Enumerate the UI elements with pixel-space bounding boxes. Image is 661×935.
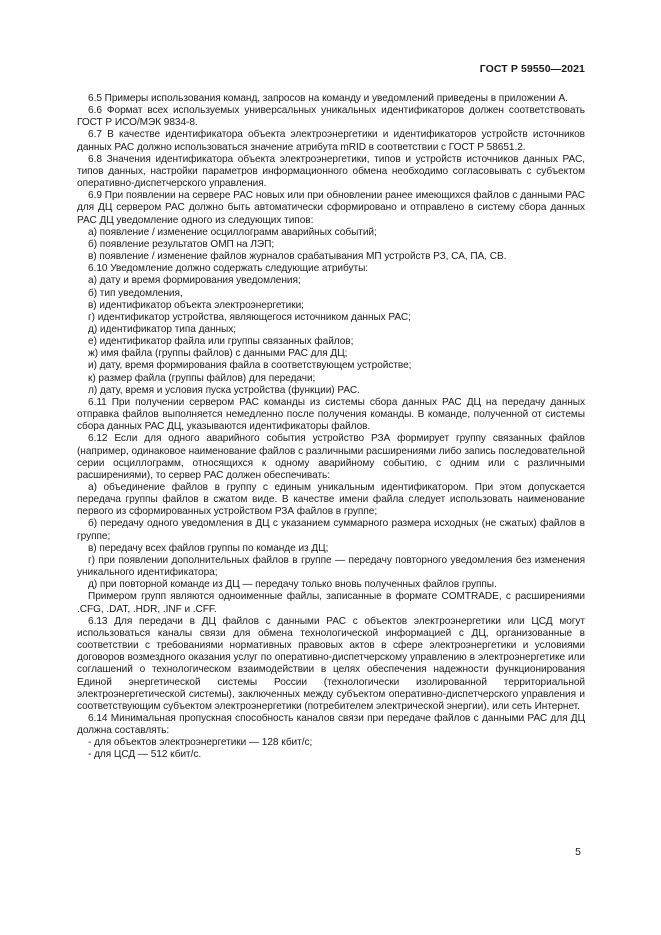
paragraph: - для ЦСД — 512 кбит/с. — [88, 749, 202, 761]
paragraph: в) появление / изменение файлов журналов срабатывания МП устройств РЗ, СА, ПА, СВ. — [88, 251, 507, 263]
paragraph: 6.13 Для передачи в ДЦ файлов с данными РАС с объектов электроэнергетики или ЦСД могут использоваться каналы связи для обмена технологической информацией с ДЦ, организованные в соответствии с требованиями нормативных правовых актов в сфере электроэнергетики и условиями договоров возмездного оказания услуг по оперативно-диспетчерскому управлению в электроэнергетике или соглашений о технологическом взаимодействии в целях обеспечения надежности функционирования Единой энергетической системы России (технологически изолированной территориальной электроэнергетической системы), заключенных между субъектом оперативно-диспетчерского управления и соответствующим субъектом электроэнергетики (потребителем электрической энергии), или сеть Интернет. — [77, 615, 585, 712]
paragraph: Примером групп являются одноименные файлы, записанные в формате COMTRADE, с расширениями .CFG, .DAT, .HDR, .INF и .CFF. — [77, 591, 585, 615]
paragraph: л) дату, время и условия пуска устройства (функции) РАС. — [88, 384, 360, 396]
paragraph: в) передачу всех файлов группы по команде из ДЦ; — [88, 542, 329, 554]
paragraph: ж) имя файла (группы файлов) с данными РАС для ДЦ; — [88, 348, 348, 360]
paragraph: 6.14 Минимальная пропускная способность каналов связи при передаче файлов с данными РАС для ДЦ должна составлять: — [77, 712, 585, 737]
paragraph: е) идентификатор файла или группы связанных файлов; — [88, 336, 354, 348]
paragraph: 6.6 Формат всех используемых универсальных уникальных идентификаторов должен соответствовать ГОСТ Р ИСО/МЭК 9834-8. — [77, 105, 585, 129]
paragraph: в) идентификатор объекта электроэнергетики; — [88, 299, 304, 311]
paragraph: б) передачу одного уведомления в ДЦ с указанием суммарного размера исходных (не сжатых) файлов в группе; — [77, 518, 585, 542]
paragraph: д) идентификатор типа данных; — [88, 323, 236, 335]
paragraph: д) при повторной команде из ДЦ — передачу только вновь полученных файлов группы. — [88, 579, 497, 591]
paragraph: 6.5 Примеры использования команд, запросов на команду и уведомлений приведены в приложении А. — [88, 93, 568, 104]
paragraph: г) при появлении дополнительных файлов в группе — передачу повторного уведомления без изменения уникального идентификатора; — [77, 554, 585, 579]
document-body — [77, 93, 585, 762]
paragraph: 6.11 При получении сервером РАС команды из системы сбора данных РАС ДЦ на передачу данных отправка файлов выполняется немедленно после получения команды. В команде, полученной от системы сбора данных РАС ДЦ, указываются идентификаторы файлов. — [77, 396, 585, 433]
page-number: 5 — [575, 846, 581, 858]
paragraph: б) появление результатов ОМП на ЛЭП; — [88, 238, 275, 250]
paragraph: б) тип уведомления, — [88, 287, 183, 299]
paragraph: 6.7 В качестве идентификатора объекта электроэнергетики и идентификаторов устройств источников данных РАС должно использоваться значение атрибута mRID в соответствии с ГОСТ Р 58651.2. — [77, 129, 585, 153]
paragraph: а) дату и время формирования уведомления; — [88, 275, 301, 287]
paragraph: к) размер файла (группы файлов) для передачи; — [88, 372, 316, 384]
paragraph: а) появление / изменение осциллограмм аварийных событий; — [88, 226, 377, 238]
paragraph: а) объединение файлов в группу с единым уникальным идентификатором. При этом допускается передача группы файлов в сжатом виде. В качестве имени файла следует использовать наименование первого из сформированных устройством РЗА файлов в группе; — [77, 482, 585, 518]
paragraph: 6.9 При появлении на сервере РАС новых или при обновлении ранее имеющихся файлов с данными РАС для ДЦ сервером РАС должно быть автоматически сформировано и отправлено в систему сбора данных РАС ДЦ уведомление одного из следующих типов: — [77, 190, 585, 226]
paragraph: 6.8 Значения идентификатора объекта электроэнергетики, типов и устройств источников данных РАС, типов данных, настройки параметров информационного обмена необходимо согласовывать с субъектом оперативно-диспетчерского управления. — [77, 153, 585, 190]
paragraph: 6.12 Если для одного аварийного события устройство РЗА формирует группу связанных файлов (например, одинаковое наименование файлов с различными расширениями либо запись последовательной серии осциллограмм, относящихся к одному аварийному событию, с одним или с различными расширениями), то сервер РАС должен обеспечивать: — [77, 433, 585, 481]
paragraph: - для объектов электроэнергетики — 128 кбит/с; — [88, 737, 313, 749]
paragraph: г) идентификатор устройства, являющегося источником данных РАС; — [88, 311, 411, 323]
document-header: ГОСТ Р 59550—2021 — [479, 63, 585, 75]
paragraph: 6.10 Уведомление должно содержать следующие атрибуты: — [88, 263, 369, 275]
paragraph: и) дату, время формирования файла в соответствующем устройстве; — [88, 360, 412, 372]
